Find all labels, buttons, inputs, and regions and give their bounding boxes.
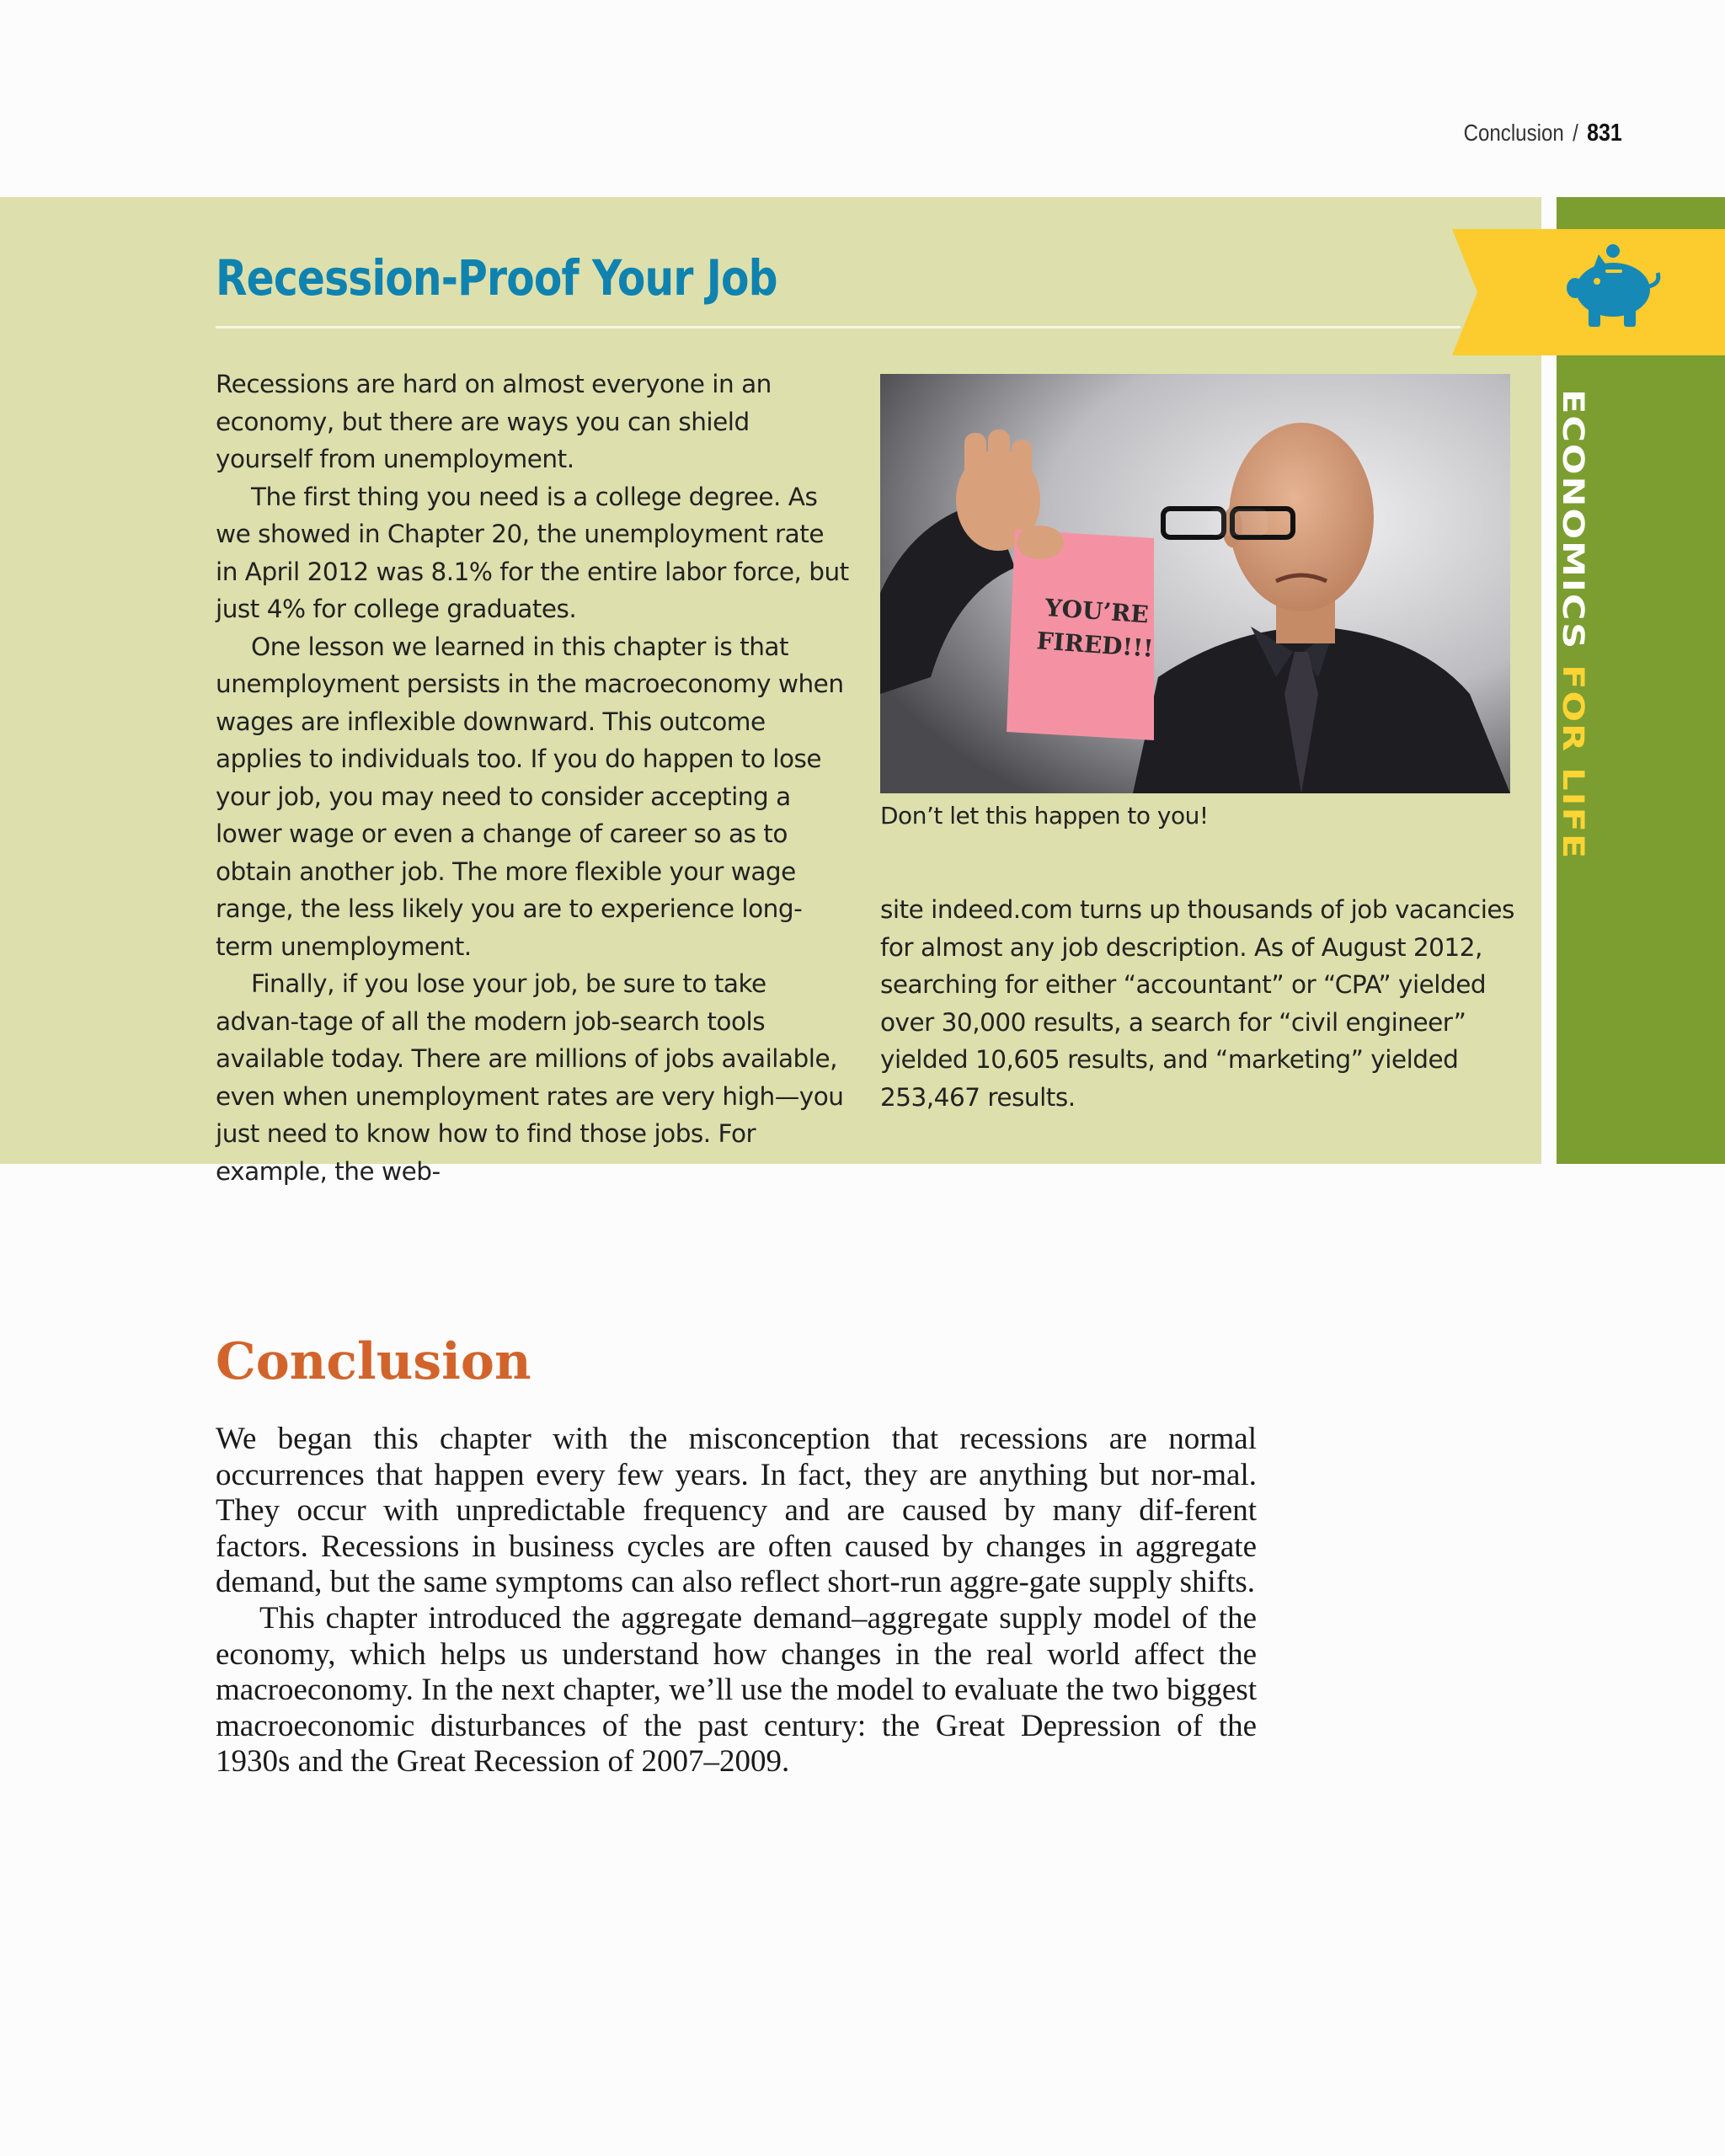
feature-ribbon — [1452, 229, 1725, 355]
feature-paragraph: Finally, if you lose your job, be sure to take advan-tage of all the modern job-search tools available today. There are millions of jobs available, even when unemployment rates are very high—you just need to know how to find those jobs. For example, the web- — [216, 969, 844, 1186]
conclusion-paragraph: We began this chapter with the misconception that recessions are normal occurrences that happen every few years. In fact, they are anything but nor-mal. They occur with unpredictable frequency and are caused by many dif-ferent factors. Recessions in business cycles are often caused by changes in aggregate demand, but the same symptoms can also reflect short-run aggre-gate supply shifts. — [216, 1422, 1257, 1600]
running-head-section: Conclusion — [1463, 120, 1565, 146]
conclusion-paragraph: This chapter introduced the aggregate demand–aggregate supply model of the economy, which helps us understand how changes in the real world affect the macroeconomy. In the next chapter, we’ll use the model to evaluate the two biggest macroeconomic disturbances of the past century: the Great Depression of the 1930s and the Great Recession of 2007–2009. — [216, 1600, 1257, 1780]
feature-paragraph: The first thing you need is a college degree. As we showed in Chapter 20, the unemployment rate in April 2012 was 8.1% for the entire labor force, but just 4% for college graduates. — [216, 482, 849, 623]
conclusion-heading: Conclusion — [216, 1332, 531, 1391]
page-number: 831 — [1587, 120, 1622, 147]
fired-photo — [880, 374, 1510, 793]
side-title-part1: ECONOMICS — [1556, 389, 1589, 665]
feature-paragraph: Recessions are hard on almost everyone in an economy, but there are ways you can shield yourself from unemployment. — [216, 370, 772, 473]
feature-right-column — [880, 891, 1520, 1116]
running-head — [1464, 120, 1622, 147]
feature-title: Recession-Proof Your Job — [216, 249, 777, 307]
photo-note-text-1: YOU’RE — [1044, 593, 1150, 629]
feature-paragraph: One lesson we learned in this chapter is that unemployment persists in the macroeconomy when wages are inflexible downward. This outcome applies to individuals too. If you do happen to lose your job, you may need to consider accepting a lower wage or even a change of career so as to obtain another job. The more flexible your wage range, the less likely you are to experience long-term unemployment. — [216, 632, 844, 961]
economics-for-life-label — [1556, 389, 1589, 860]
running-head-separator: / — [1573, 120, 1579, 146]
photo-note-text-2: FIRED!!! — [1035, 627, 1155, 663]
side-title-part2: FOR LIFE — [1556, 664, 1589, 861]
feature-left-column — [216, 366, 852, 1190]
feature-title-rule — [216, 326, 1461, 328]
conclusion-body — [216, 1422, 1257, 1780]
photo-caption: Don’t let this happen to you! — [880, 802, 1209, 830]
feature-paragraph: site indeed.com turns up thousands of job vacancies for almost any job description. As of August 2012, searching for either “accountant” or “CPA” yielded over 30,000 results, a search for “civil engineer” yielded 10,605 results, and “marketing” yielded 253,467 results. — [880, 895, 1514, 1112]
